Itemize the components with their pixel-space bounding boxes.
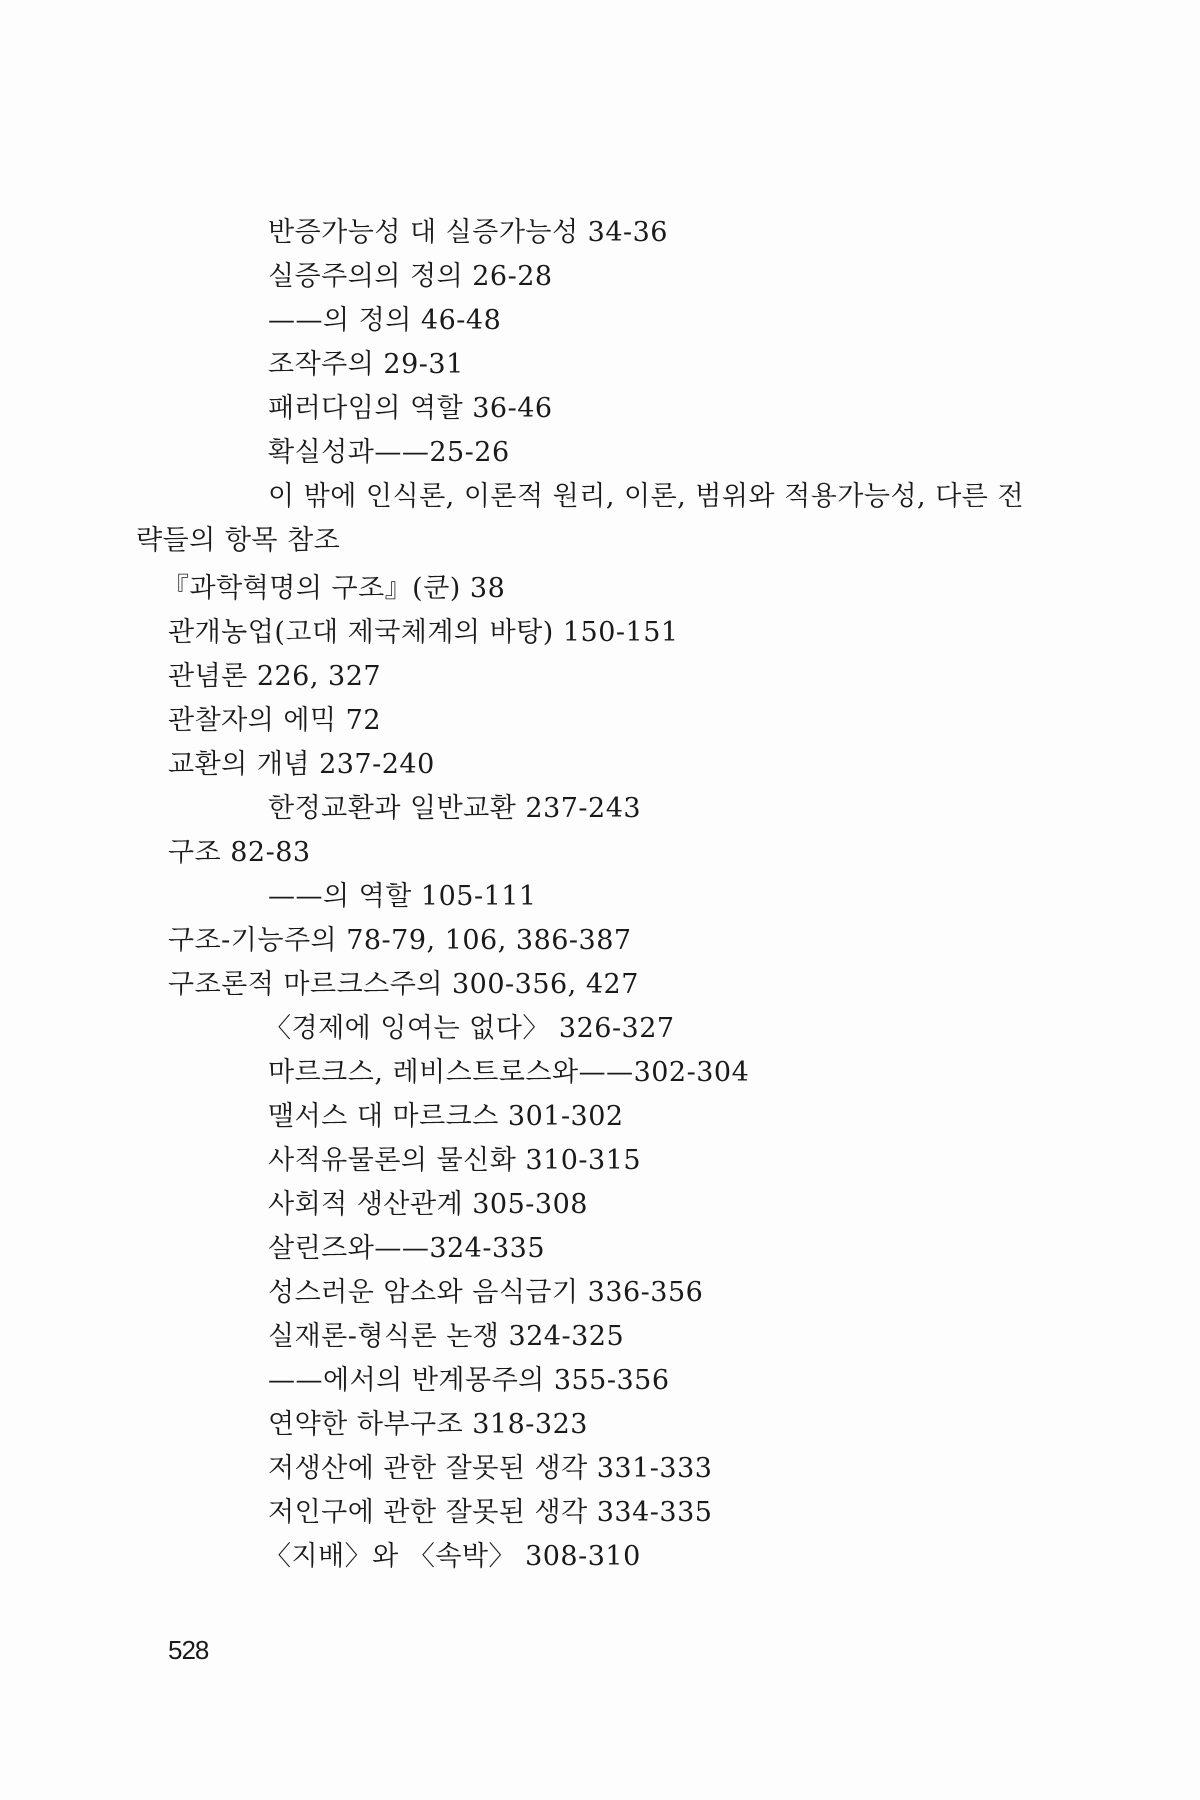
index-entry: 『과학혁명의 구조』(쿤) 38 <box>162 573 506 604</box>
index-entry: 반증가능성 대 실증가능성 34-36 <box>268 217 668 248</box>
index-entry: 조작주의 29-31 <box>268 349 464 380</box>
index-entry: 맬서스 대 마르크스 301-302 <box>268 1101 624 1132</box>
index-entry: 확실성과——25-26 <box>268 437 510 468</box>
index-entry: ——의 정의 46-48 <box>268 305 502 336</box>
index-entry: 관념론 226, 327 <box>168 661 382 692</box>
index-entry: ——에서의 반계몽주의 355-356 <box>268 1365 670 1396</box>
index-entry: 저생산에 관한 잘못된 생각 331-333 <box>268 1453 713 1484</box>
index-entry: 실재론-형식론 논쟁 324-325 <box>268 1321 625 1352</box>
index-entry: 구조 82-83 <box>168 837 311 868</box>
index-entry: 구조-기능주의 78-79, 106, 386-387 <box>168 925 632 956</box>
index-entry: 사회적 생산관계 305-308 <box>268 1189 588 1220</box>
index-entry: 〈지배〉와 〈속박〉 308-310 <box>264 1541 641 1572</box>
index-entry: 〈경제에 잉여는 없다〉 326-327 <box>264 1013 675 1044</box>
index-entry: ——의 역할 105-111 <box>268 881 537 912</box>
index-entry: 살린즈와——324-335 <box>268 1233 546 1264</box>
index-entry: 이 밖에 인식론, 이론적 원리, 이론, 범위와 적용가능성, 다른 전 <box>268 481 1025 512</box>
index-entry: 사적유물론의 물신화 310-315 <box>268 1145 642 1176</box>
index-entry: 교환의 개념 237-240 <box>168 749 435 780</box>
index-entry: 실증주의의 정의 26-28 <box>268 261 553 292</box>
index-entry: 략들의 항목 참조 <box>136 525 341 556</box>
index-entry: 관찰자의 에믹 72 <box>168 705 382 736</box>
index-entry: 저인구에 관한 잘못된 생각 334-335 <box>268 1497 713 1528</box>
index-entry: 마르크스, 레비스트로스와——302-304 <box>268 1057 750 1088</box>
page-number: 528 <box>168 1635 209 1665</box>
index-entry: 연약한 하부구조 318-323 <box>268 1409 588 1440</box>
index-entry: 패러다임의 역할 36-46 <box>268 393 553 424</box>
index-entry: 한정교환과 일반교환 237-243 <box>268 793 642 824</box>
index-entry: 관개농업(고대 제국체계의 바탕) 150-151 <box>168 617 679 648</box>
index-entry: 성스러운 암소와 음식금기 336-356 <box>268 1277 704 1308</box>
index-entry: 구조론적 마르크스주의 300-356, 427 <box>168 969 639 1000</box>
